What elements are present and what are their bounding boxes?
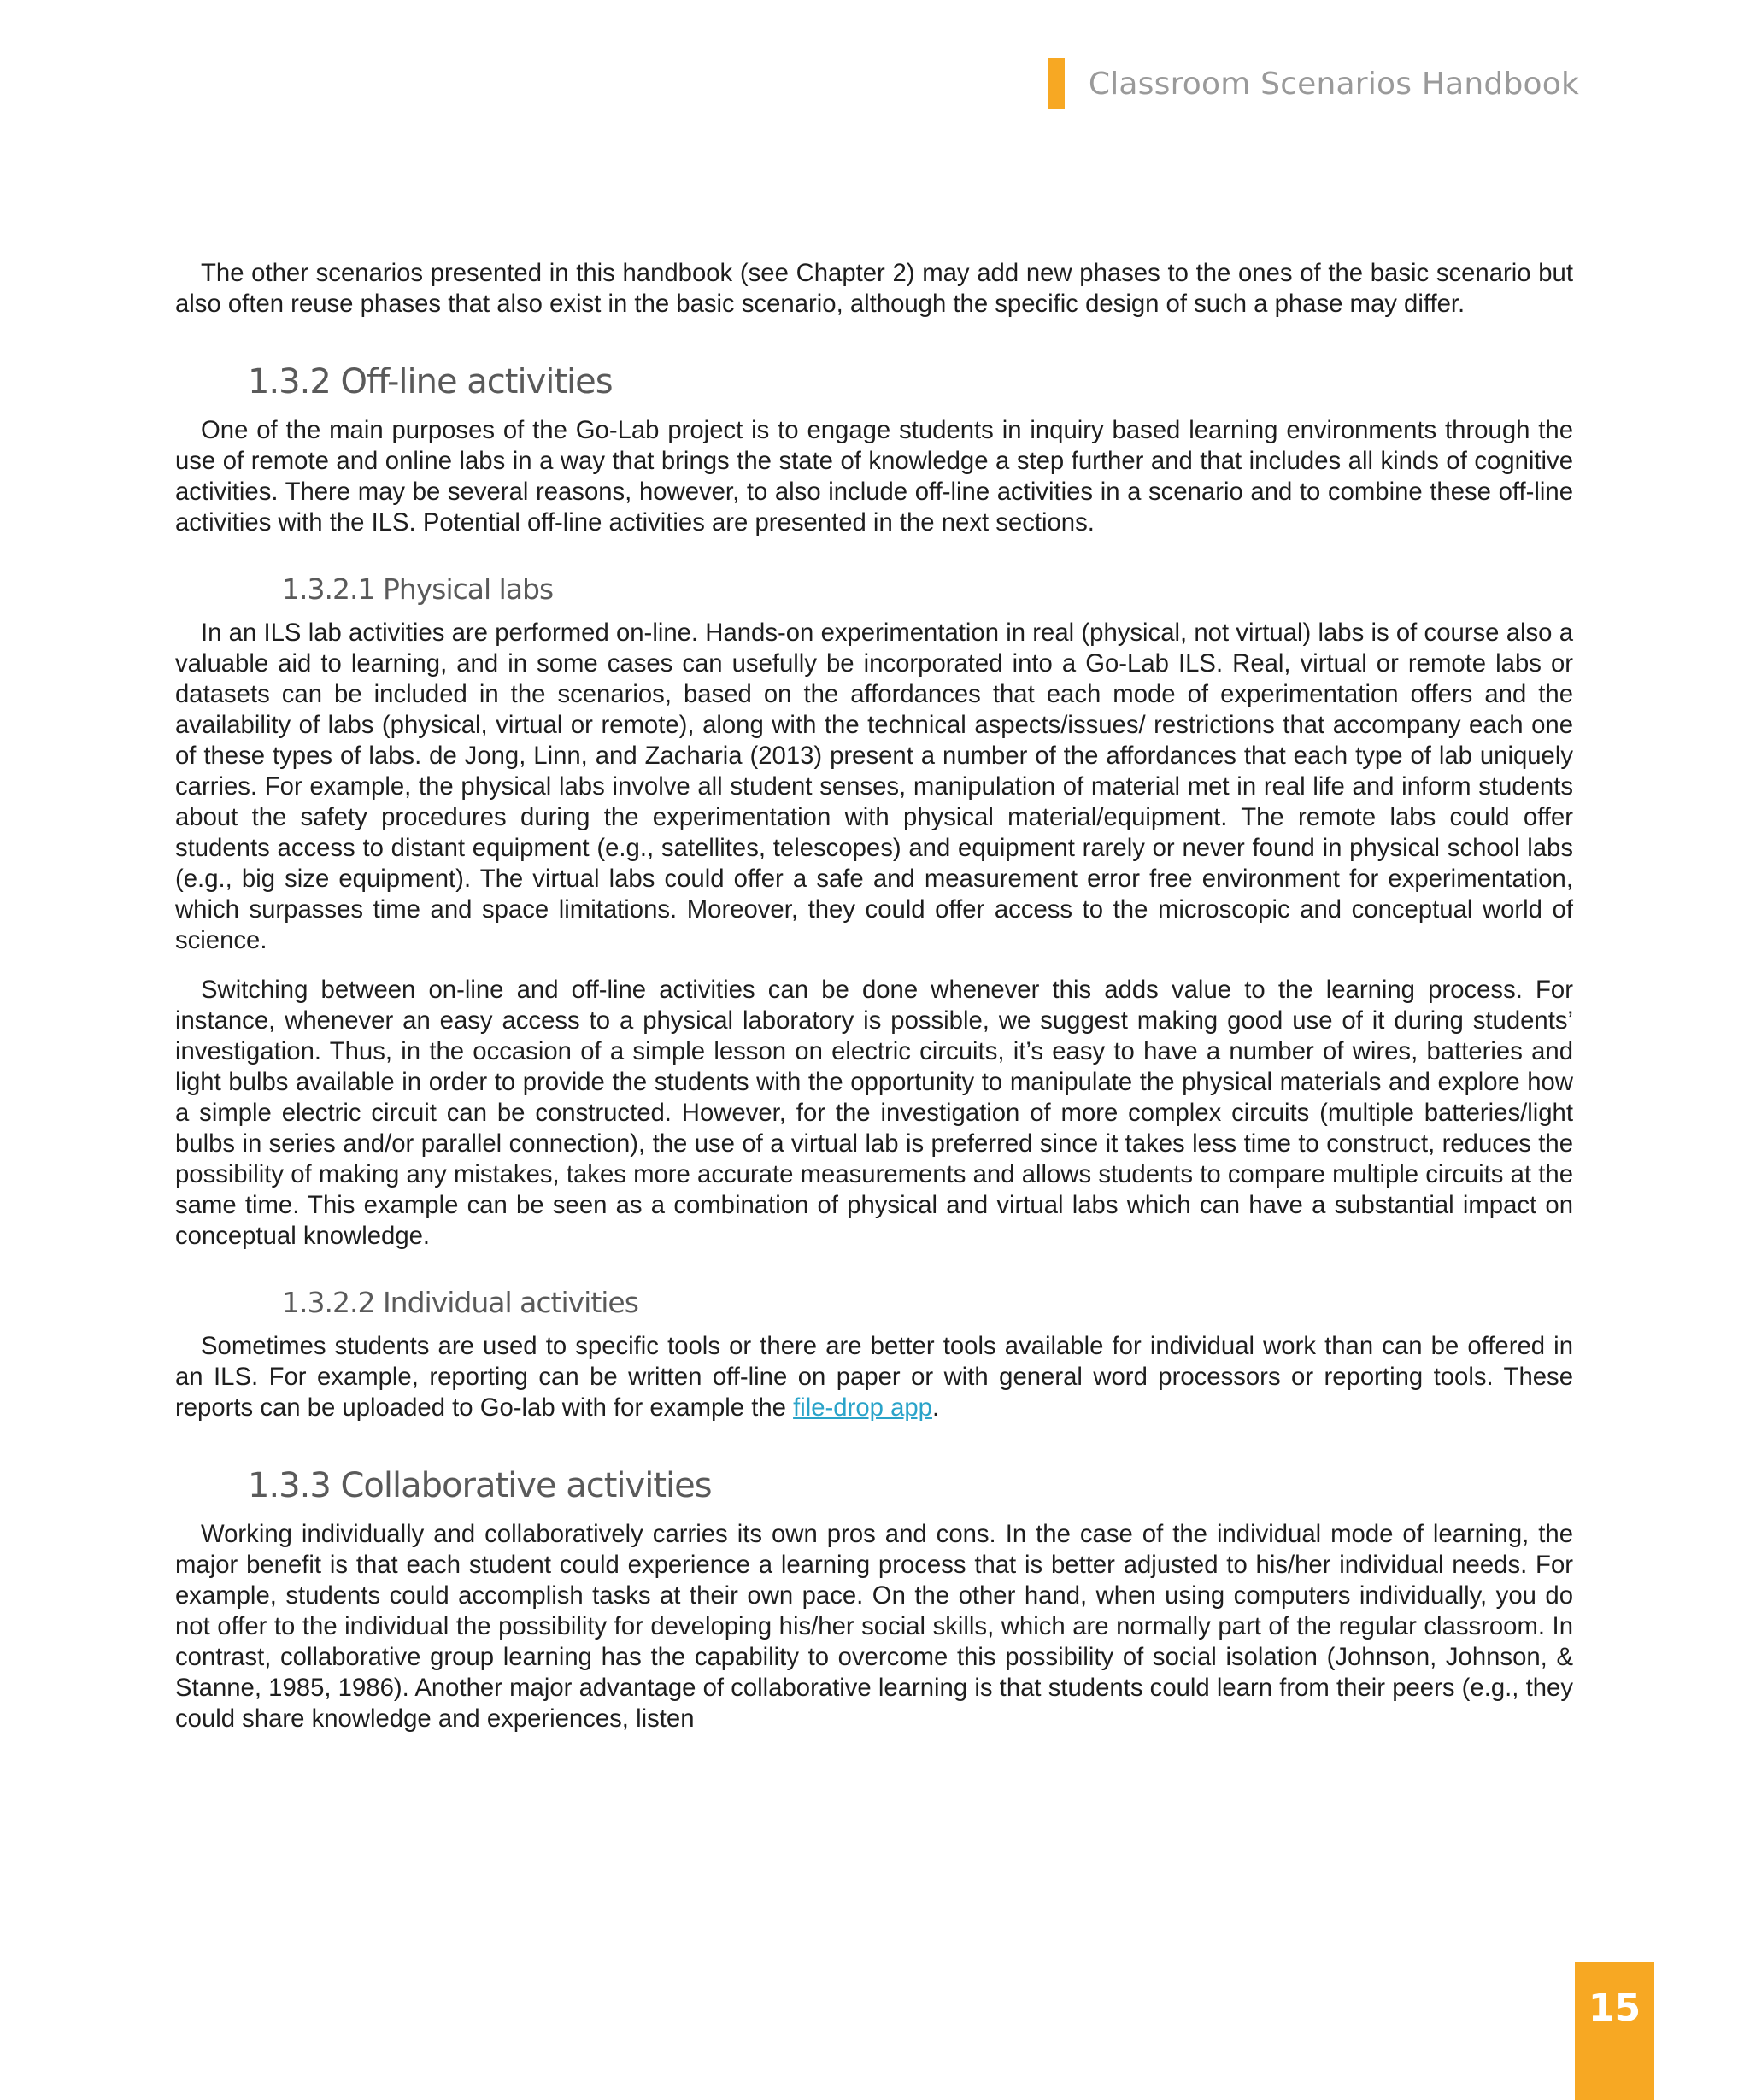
page-number-box	[1575, 1962, 1654, 2100]
physical-labs-paragraph-1: In an ILS lab activities are performed on-line. Hands-on experimentation in real (physical, not virtual) labs is of course also a valuable aid to learning, and in some cases can usefully be incorporated into a Go-Lab ILS. Real, virtual or remote labs or datasets can be included in the scenarios, based on the affordances that each mode of experimentation offers and the availability of labs (physical, virtual or remote), along with the technical aspects/issues/ restrictions that accompany each one of these types of labs. de Jong, Linn, and Zacharia (2013) present a number of the affordances that each type of lab uniquely carries. For example, the physical labs involve all student senses, manipulation of material met in real life and inform students about the safety procedures during the experimentation with physical material/equipment. The remote labs could offer students access to distant equipment (e.g., satellites, telescopes) and equipment rarely or never found in physical school labs (e.g., big size equipment). The virtual labs could offer a safe and measurement error free environment for experimentation, which surpasses time and space limitations. Moreover, they could offer access to the microscopic and conceptual world of science.	[175, 619, 1573, 954]
heading-offline-activities: 1.3.2 Off-line activities	[248, 362, 613, 402]
page-number: 15	[1588, 1986, 1641, 2030]
individual-text-before-link: Sometimes students are used to specific tools or there are better tools available for individual work than can be offered in an ILS. For example, reporting can be written off-line on paper or with general word processors or reporting tools. These reports can be uploaded to Go-lab with for example the	[175, 1332, 1573, 1422]
offline-paragraph: One of the main purposes of the Go-Lab project is to engage students in inquiry based learning environments through the use of remote and online labs in a way that brings the state of knowledge a step further and that includes all kinds of cognitive activities. There may be several reasons, however, to also include off-line activities in a scenario and to combine these off-line activities with the ILS. Potential off-line activities are presented in the next sections.	[175, 416, 1573, 537]
page-header	[1048, 58, 1579, 109]
heading-collaborative-activities: 1.3.3 Collaborative activities	[248, 1466, 712, 1505]
collaborative-paragraph: Working individually and collaboratively carries its own pros and cons. In the case of the individual mode of learning, the major benefit is that each student could experience a learning process that is better adjusted to his/her individual needs. For example, students could accomplish tasks at their own pace. On the other hand, when using computers individually, you do not offer to the individual the possibility for developing his/her social skills, which are normally part of the regular classroom. In contrast, collaborative group learning has the capability to overcome this possibility of social isolation (Johnson, Johnson, & Stanne, 1985, 1986). Another major advantage of collaborative learning is that students could learn from their peers (e.g., they could share knowledge and experiences, listen	[175, 1520, 1573, 1733]
header-title: Classroom Scenarios Handbook	[1088, 66, 1579, 102]
intro-paragraph: The other scenarios presented in this handbook (see Chapter 2) may add new phases to the ones of the basic scenario but also often reuse phases that also exist in the basic scenario, although the specific design of such a phase may differ.	[175, 259, 1573, 318]
individual-activities-paragraph	[175, 1331, 1573, 1423]
page-content	[175, 258, 1573, 1753]
physical-labs-paragraph-2: Switching between on-line and off-line activities can be done whenever this adds value to the learning process. For instance, whenever an easy access to a physical laboratory is possible, we suggest making good use of it during students’ investigation. Thus, in the occasion of a simple lesson on electric circuits, it’s easy to have a number of wires, batteries and light bulbs available in order to provide the students with the opportunity to manipulate the physical materials and explore how a simple electric circuit can be constructed. However, for the investigation of more complex circuits (multiple batteries/light bulbs in series and/or parallel connection), the use of a virtual lab is preferred since it takes less time to construct, reduces the possibility of making any mistakes, takes more accurate measurements and allows students to compare multiple circuits at the same time. This example can be seen as a combination of physical and virtual labs which can have a substantial impact on conceptual knowledge.	[175, 976, 1573, 1250]
individual-text-after-link: .	[931, 1393, 940, 1422]
file-drop-app-link[interactable]: file-drop app	[793, 1393, 932, 1422]
header-accent-bar	[1048, 58, 1065, 109]
heading-individual-activities: 1.3.2.2 Individual activities	[282, 1286, 638, 1319]
heading-physical-labs: 1.3.2.1 Physical labs	[282, 572, 554, 606]
